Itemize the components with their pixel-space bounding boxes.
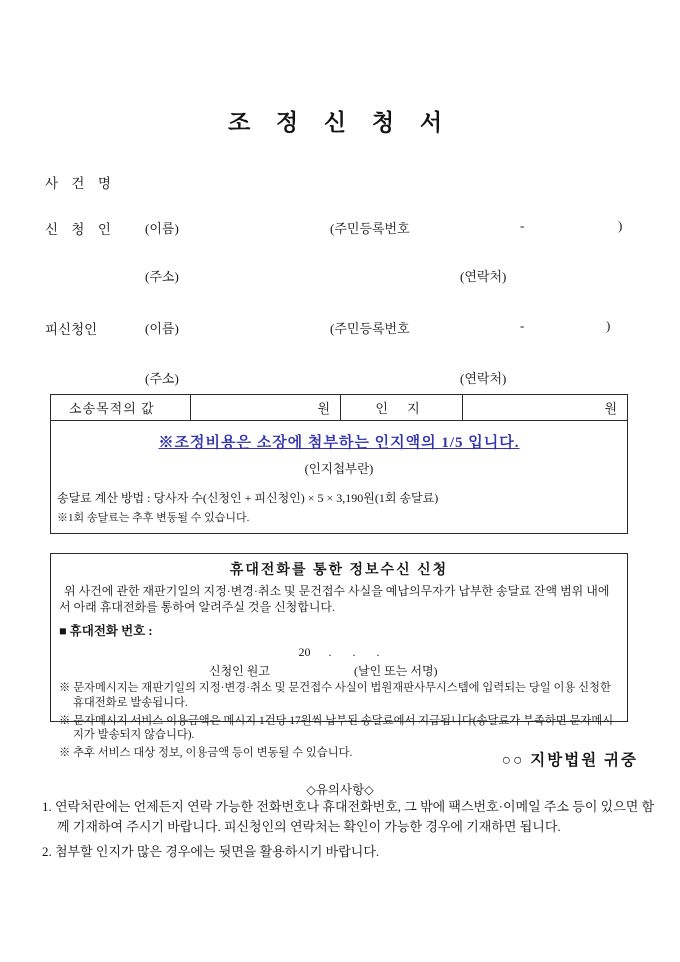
respondent-rrn-dash: - <box>520 318 525 333</box>
respondent-row <box>0 318 680 336</box>
applicant-rrn-close: ) <box>618 218 623 233</box>
respondent-rrn-label: (주민등록번호 <box>330 321 410 336</box>
signature-line <box>59 662 619 678</box>
court-addressee: ○○ 지방법원 귀중 <box>501 752 638 769</box>
respondent-address-row <box>0 368 680 386</box>
sms-request-box <box>50 553 628 760</box>
respondent-name-label: (이름) <box>145 321 179 336</box>
date-line: 20 . . . <box>298 645 380 660</box>
case-name-label: 사 건 명 <box>45 176 116 191</box>
applicant-name-label: (이름) <box>145 221 179 236</box>
sms-box-title: 휴대전화를 통한 정보수신 신청 <box>229 563 449 578</box>
sms-note-1: ※ 문자메시지는 재판기일의 지정·변경·취소 및 문건접수 사실이 법원재판사무시스템에 입력되는 당일 이용 신청한 휴대전화로 발송됩니다. <box>59 682 611 710</box>
caution-item-2: 2. 첨부할 인지가 많은 경우에는 뒷면을 활용하시기 바랍니다. <box>42 844 380 859</box>
sms-note-3: ※ 추후 서비스 대상 정보, 이용금액 등이 변동될 수 있습니다. <box>59 747 353 760</box>
applicant-row <box>0 218 680 236</box>
fee-col-stamp: 인 지 <box>341 395 463 420</box>
fee-col-purpose-value: 소송목적의 값 <box>51 395 191 420</box>
mobile-phone-number-label: ■ 휴대전화 번호 : <box>59 624 153 639</box>
applicant-label: 신 청 인 <box>45 222 116 237</box>
fee-col-won-1: 원 <box>191 395 341 420</box>
page-title: 조 정 신 청 서 <box>227 110 453 135</box>
seal-or-signature-label: (날인 또는 서명) <box>354 664 438 679</box>
sms-note-2: ※ 문자메시지 서비스 이용금액은 메시지 1건당 17원씩 납부된 송달료에서 지급됩니다(송달료가 부족하면 문자메시지가 발송되지 않습니다). <box>59 714 614 742</box>
stamp-area <box>51 421 627 533</box>
sms-box-body: 위 사건에 관한 재판기일의 지정·변경·취소 및 문건접수 사실을 예납의무자가 납부한 송달료 잔액 범위 내에서 아래 휴대전화를 통하여 알려주실 것을 신청합니다. <box>59 584 610 615</box>
cautions-title: ◇유의사항◇ <box>306 783 374 797</box>
applicant-contact-label: (연락처) <box>460 269 507 284</box>
respondent-rrn-close: ) <box>606 318 611 333</box>
applicant-rrn-dash: - <box>520 218 525 233</box>
applicant-address-label: (주소) <box>145 269 179 284</box>
respondent-contact-label: (연락처) <box>460 371 507 386</box>
fee-table-header-row <box>51 395 627 421</box>
respondent-label: 피신청인 <box>45 322 98 337</box>
respondent-address-label: (주소) <box>145 371 179 386</box>
signer-label: 신청인 원고 <box>209 664 270 679</box>
caution-item-1: 1. 연락처란에는 언제든지 연락 가능한 전화번호나 휴대전화번호, 그 밖에 팩스번호·이메일 주소 등이 있으면 함께 기재하여 주시기 바랍니다. 피신청인의 연락처는 확인이 가능한 경우에 기재하면 됩니다. <box>42 799 655 834</box>
service-fee-note: ※1회 송달료는 추후 변동될 수 있습니다. <box>57 512 250 524</box>
service-fee-calculation: 송달료 계산 방법 : 당사자 수(신청인 + 피신청인) × 5 × 3,190원(1회 송달료) <box>57 491 439 505</box>
stamp-attach-label: (인지첩부란) <box>304 462 374 476</box>
fee-col-won-2: 원 <box>604 401 617 416</box>
applicant-rrn-label: (주민등록번호 <box>330 221 410 236</box>
mediation-cost-notice: ※조정비용은 소장에 첨부하는 인지액의 1/5 입니다. <box>158 435 520 451</box>
fee-table-box <box>50 394 628 534</box>
applicant-address-row <box>0 266 680 284</box>
